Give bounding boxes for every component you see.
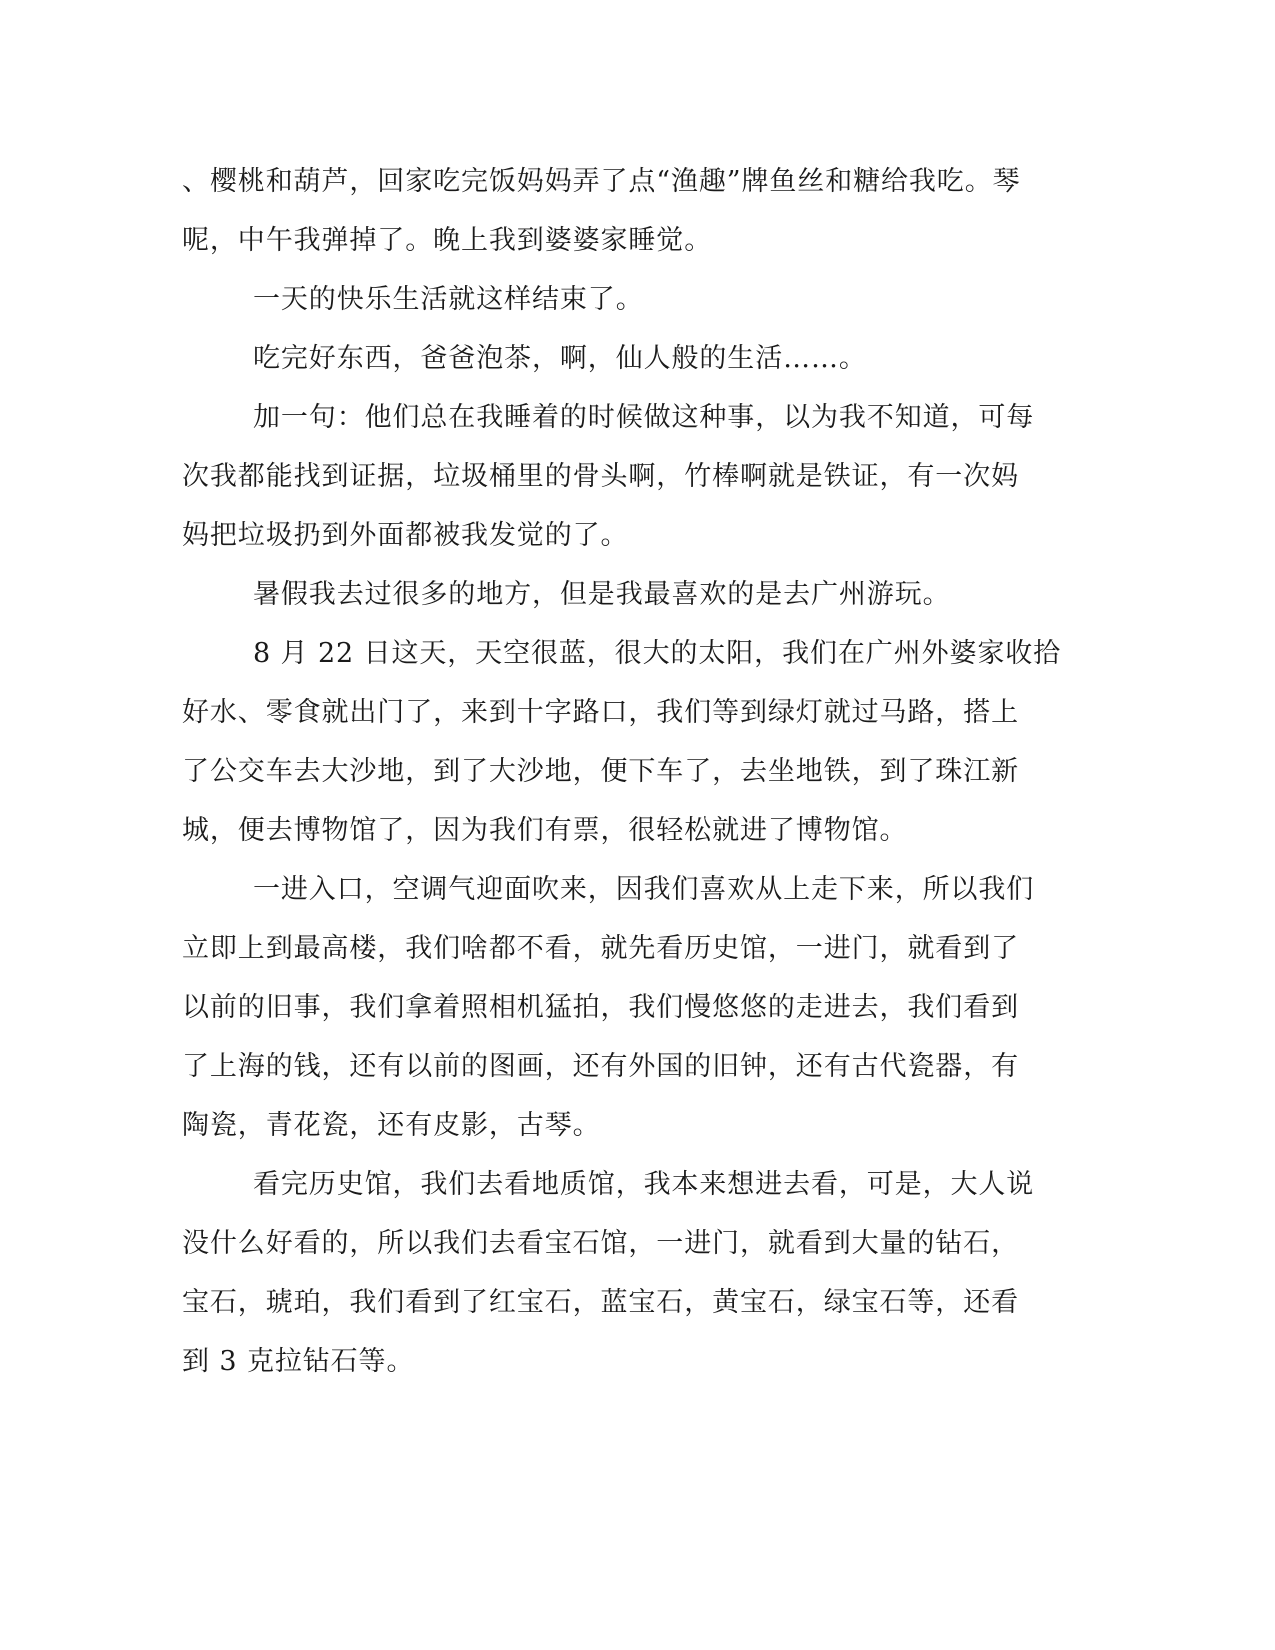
- text-line: 宝石，琥珀，我们看到了红宝石，蓝宝石，黄宝石，绿宝石等，还看: [182, 1287, 1019, 1318]
- text-line: 一进入口，空调气迎面吹来，因我们喜欢从上走下来，所以我们: [253, 874, 1035, 905]
- text-line: 陶瓷，青花瓷，还有皮影，古琴。: [182, 1110, 601, 1141]
- text-line: 城，便去博物馆了，因为我们有票，很轻松就进了博物馆。: [182, 815, 908, 846]
- text-line: 吃完好东西，爸爸泡茶，啊，仙人般的生活……。: [253, 343, 867, 374]
- text-line: 没什么好看的，所以我们去看宝石馆，一进门，就看到大量的钻石，: [182, 1228, 1019, 1259]
- text-line: 以前的旧事，我们拿着照相机猛拍，我们慢悠悠的走进去，我们看到: [182, 992, 1019, 1023]
- text-line: 看完历史馆，我们去看地质馆，我本来想进去看，可是，大人说: [253, 1169, 1035, 1200]
- text-line: 加一句：他们总在我睡着的时候做这种事，以为我不知道，可每: [253, 402, 1035, 433]
- text-line: 到 3 克拉钻石等。: [182, 1346, 415, 1377]
- text-line: 了上海的钱，还有以前的图画，还有外国的旧钟，还有古代瓷器，有: [182, 1051, 1019, 1082]
- text-line: 好水、零食就出门了，来到十字路口，我们等到绿灯就过马路，搭上: [182, 697, 1019, 728]
- text-line: 、樱桃和葫芦，回家吃完饭妈妈弄了点“渔趣”牌鱼丝和糖给我吃。琴: [182, 166, 1021, 197]
- text-line: 次我都能找到证据，垃圾桶里的骨头啊，竹棒啊就是铁证，有一次妈: [182, 461, 1019, 492]
- text-line: 立即上到最高楼，我们啥都不看，就先看历史馆，一进门，就看到了: [182, 933, 1019, 964]
- text-line: 了公交车去大沙地，到了大沙地，便下车了，去坐地铁，到了珠江新: [182, 756, 1019, 787]
- text-line: 一天的快乐生活就这样结束了。: [253, 284, 644, 315]
- text-line: 呢，中午我弹掉了。晚上我到婆婆家睡觉。: [182, 225, 713, 256]
- text-line: 8 月 22 日这天，天空很蓝，很大的太阳，我们在广州外婆家收拾: [253, 638, 1062, 669]
- text-line: 妈把垃圾扔到外面都被我发觉的了。: [182, 520, 629, 551]
- text-line: 暑假我去过很多的地方，但是我最喜欢的是去广州游玩。: [253, 579, 951, 610]
